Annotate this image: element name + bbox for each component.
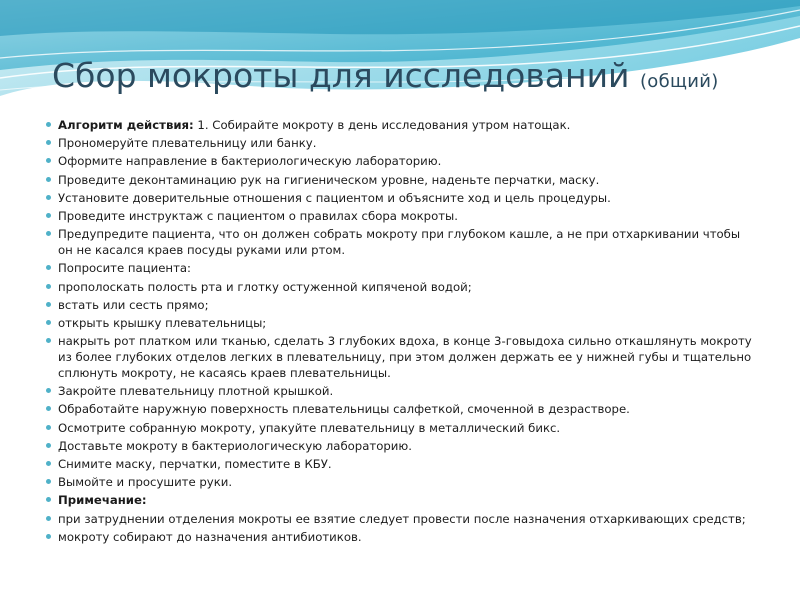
list-item-lead: Примечание: [58,493,147,508]
list-item [46,474,758,490]
list-item [46,297,758,313]
list-item-text: Снимите маску, перчатки, поместите в КБУ. [58,457,332,471]
list-item-text: Осмотрите собранную мокроту, упакуйте плевательницу в металлический бикс. [58,420,561,435]
list-item [46,172,758,188]
bullet-icon [46,443,51,448]
bullet-icon [46,177,51,182]
slide-title-main: Сбор мокроты для исследований [52,56,630,95]
bullet-icon [46,213,51,218]
bullet-icon [46,406,51,411]
list-item [46,153,758,169]
bullet-icon [46,516,51,521]
list-item [46,383,758,399]
list-item [46,438,758,454]
bullet-icon [46,534,51,539]
bullet-icon [46,265,51,270]
bullet-icon [46,140,51,145]
slide-title-suffix: (общий) [639,71,719,92]
list-item-text: Обработайте наружную поверхность плевательницы салфеткой, смоченной в дезрастворе. [58,402,630,417]
list-item [46,208,758,224]
list-item-text: Установите доверительные отношения с пациентом и объясните ход и цель процедуры. [58,190,611,205]
bullet-icon [46,461,51,466]
list-item [46,492,758,508]
list-item-text: Закройте плевательницу плотной крышкой. [58,384,334,399]
bullet-icon [46,338,51,343]
list-item [46,279,758,295]
bullet-icon [46,195,51,200]
list-item-text: накрыть рот платком или тканью, сделать 3 глубоких вдоха, в конце 3-говыдоха сильно откашлянуть мокроту из более глубоких отделов легких в плевательницу, при этом должен держать ее у нижней губы и тщательно сплюнуть мокроту, не касаясь краев плевательницы. [58,334,752,381]
list-item-text: Проведите инструктаж с пациентом о правилах сбора мокроты. [58,208,458,223]
bullet-icon [46,231,51,236]
list-item-text: прополоскать полость рта и глотку остуженной кипяченой водой; [58,279,472,294]
list-item [46,333,758,381]
list-item-text: 1. Собирайте мокроту в день исследования утром натощак. [193,118,571,132]
list-item-text: Доставьте мокроту в бактериологическую лабораторию. [58,438,412,453]
list-item [46,315,758,331]
list-item-text: встать или сесть прямо; [58,297,209,312]
list-item [46,190,758,206]
list-item-text: открыть крышку плевательницы; [58,315,267,330]
list-item [46,456,758,472]
list-item [46,117,758,133]
bullet-icon [46,284,51,289]
list-item [46,401,758,417]
content-list [46,117,758,547]
list-item-text: Предупредите пациента, что он должен собрать мокроту при глубоком кашле, а не при отхаркивании чтобы он не касался краев посуды руками или ртом. [58,227,741,258]
list-item-text: Попросите пациента: [58,261,191,276]
list-item-text: Вымойте и просушите руки. [58,475,233,490]
list-item-text: Прономеруйте плевательницу или банку. [58,136,317,151]
list-item [46,260,758,276]
list-item [46,511,758,527]
bullet-icon [46,320,51,325]
list-item-text: Оформите направление в бактериологическую лабораторию. [58,154,442,169]
bullet-icon [46,479,51,484]
list-item-text: мокроту собирают до назначения антибиотиков. [58,529,362,544]
list-item [46,420,758,436]
bullet-icon [46,122,51,127]
bullet-icon [46,388,51,393]
list-item-text: при затруднении отделения мокроты ее взятие следует провести после назначения отхаркивающих средств; [58,511,746,526]
bullet-icon [46,302,51,307]
list-item [46,529,758,545]
list-item [46,135,758,151]
list-item-lead: Алгоритм действия: [58,118,194,132]
list-item-text: Проведите деконтаминацию рук на гигиеническом уровне, наденьте перчатки, маску. [58,172,600,187]
bullet-icon [46,497,51,502]
bullet-icon [46,425,51,430]
list-item [46,226,758,258]
bullet-icon [46,158,51,163]
slide-title [52,52,719,106]
